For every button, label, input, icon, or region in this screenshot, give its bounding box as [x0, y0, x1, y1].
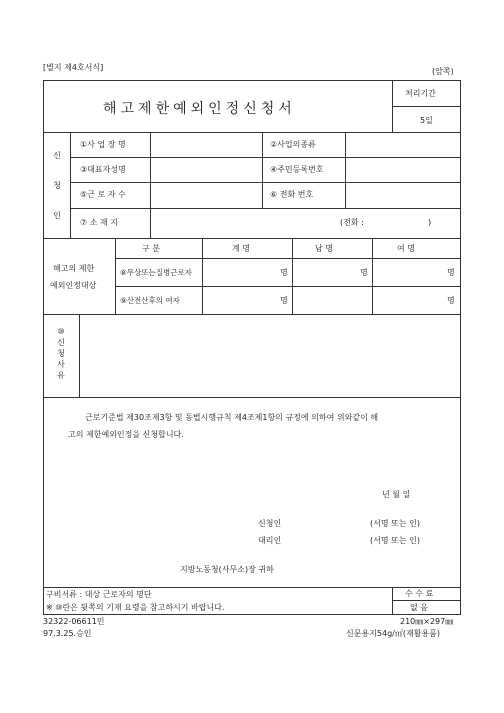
applicant-col-1 — [150, 132, 151, 238]
required-docs: 구비서류 : 대상 근로자의 명단 — [46, 590, 152, 599]
exception-row-2-total: 명 — [280, 296, 288, 305]
processing-label: 처리기간 — [405, 89, 436, 98]
approval-date: 97.3.25.승인 — [43, 629, 92, 638]
business-type-label: ②사업의종류 — [270, 140, 316, 149]
footer-bottom-line — [43, 614, 461, 615]
addressee: 지방노동청(사무소)장 귀하 — [180, 565, 274, 574]
exception-row-1-male: 명 — [360, 268, 368, 277]
fee-value: 없 음 — [410, 603, 428, 612]
applicant-col-3 — [345, 132, 346, 208]
fee-label: 수 수 료 — [405, 589, 434, 598]
exception-label-divider — [115, 238, 116, 314]
date-field: 년 월 일 — [382, 490, 411, 499]
address-label: ⑦ 소 재 지 — [80, 218, 118, 227]
applicant-sign: (서명 또는 인) — [370, 519, 420, 528]
exception-label-1: 해고의 제한 — [53, 264, 95, 273]
representative-label: ③대표자성명 — [80, 165, 126, 174]
form-number: [별지 제4호서식] — [43, 63, 104, 72]
border-top — [43, 80, 461, 81]
paper-size: 210㎜×297㎜ — [400, 617, 454, 626]
exception-header-female: 여 명 — [397, 244, 415, 253]
exception-col-2 — [292, 238, 293, 314]
exception-header-total: 계 명 — [232, 244, 250, 253]
body-line-1: 근로기준법 제30조제3항 및 동법시행규칙 제4조제1항의 규정에 의하여 위와같이 해 — [85, 413, 379, 422]
applicant-top-line — [43, 132, 461, 133]
border-left — [43, 80, 44, 587]
applicant-row-line-1 — [70, 157, 460, 158]
exception-row-1-label: ⑧무상또는질병근로자 — [120, 268, 192, 277]
form-title: 해고제한예외인정신청서 — [103, 101, 296, 117]
exception-header-category: 구 분 — [142, 244, 160, 253]
resident-no-label: ④주민등록번호 — [270, 165, 324, 174]
border-right — [460, 80, 461, 587]
body-line-2: 고의 제한예외인정을 신청합니다. — [68, 430, 184, 439]
exception-row-line — [115, 286, 460, 287]
reason-label-divider — [79, 314, 80, 397]
page-side: (앞쪽) — [432, 67, 454, 76]
footer-fee-divider — [392, 587, 393, 615]
body-top-line — [43, 397, 461, 398]
footer-fee-midline — [392, 600, 460, 601]
agent-sign: (서명 또는 인) — [370, 536, 420, 545]
footer-note: ※ ⑩란은 뒷쪽의 기재 요령을 참고하시기 바랍니다. — [46, 603, 225, 612]
applicant-label-divider — [70, 132, 71, 238]
exception-row-2-label: ⑨산전산후의 여자 — [120, 296, 180, 305]
phone-sub-label: (전화 : — [340, 218, 364, 227]
applicant-row-line-3 — [70, 208, 460, 209]
exception-row-1-female: 명 — [447, 268, 455, 277]
applicant-section-label: 신 청 인 — [53, 151, 61, 220]
reason-label: ⑩ 신 청 사 유 — [57, 327, 65, 380]
business-name-label: ①사 업 장 명 — [80, 140, 126, 149]
exception-row-1-total: 명 — [280, 268, 288, 277]
footer-top-line — [43, 587, 461, 588]
exception-top-line — [43, 238, 461, 239]
exception-label-2: 예외인정대상 — [50, 281, 97, 290]
agent-sign-label: 대리인 — [258, 536, 282, 545]
applicant-sign-label: 신청인 — [258, 519, 282, 528]
applicant-col-2 — [262, 132, 263, 208]
phone-close: ) — [428, 218, 432, 227]
exception-row-2-female: 명 — [447, 296, 455, 305]
phone-label: ⑥ 전화 번호 — [270, 190, 314, 199]
footer-right — [460, 587, 461, 615]
exception-col-1 — [202, 238, 203, 314]
processing-value: 5일 — [420, 116, 433, 125]
exception-header-male: 남 명 — [315, 244, 333, 253]
workers-label: ⑤근 로 자 수 — [80, 190, 126, 199]
exception-header-line — [115, 258, 460, 259]
footer-left — [43, 587, 44, 615]
exception-col-3 — [372, 238, 373, 314]
reason-top-line — [43, 314, 461, 315]
paper-spec: 신문용지54g/㎡(재활용품) — [346, 629, 441, 638]
applicant-row-line-2 — [70, 182, 460, 183]
form-code: 32322-06611민 — [43, 617, 105, 626]
processing-midline — [392, 106, 460, 107]
